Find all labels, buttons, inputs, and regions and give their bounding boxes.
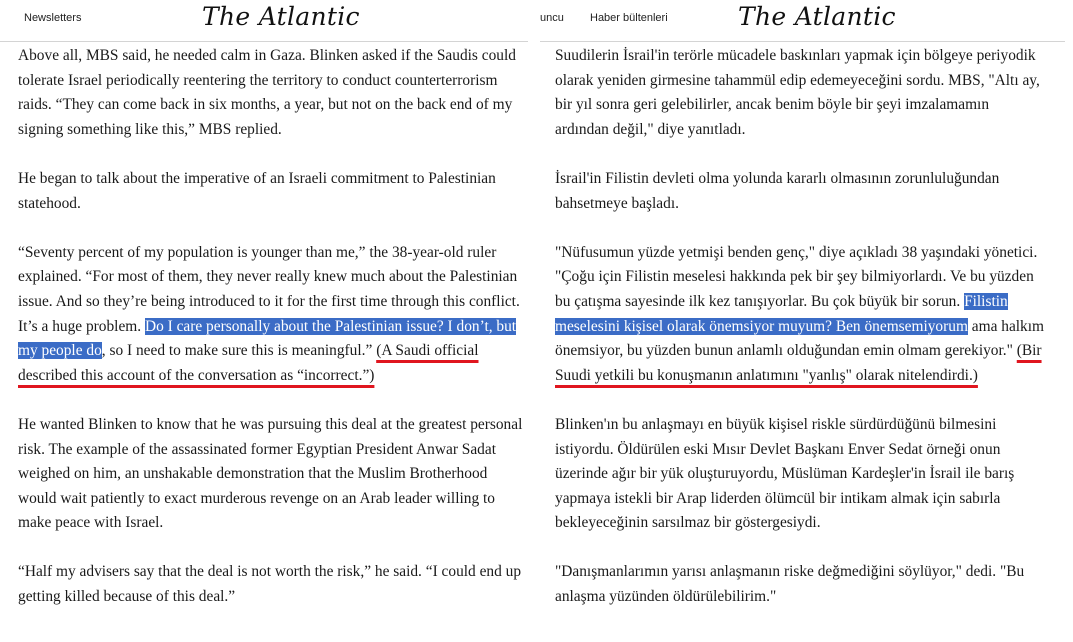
site-header — [540, 0, 1065, 42]
paragraph-3 — [555, 241, 1045, 389]
article-body — [555, 44, 1045, 634]
paragraph-1: Above all, MBS said, he needed calm in Gaza. Blinken asked if the Saudis could tolerate Israel periodically reentering the territory to conduct counterterrorism raids. “They can come back in six months, a year, but not on the back end of my signing something like this,” MBS replied. — [18, 47, 516, 138]
paragraph-2: İsrail'in Filistin devleti olma yolunda kararlı olmasının zorunluluğundan bahsetmeye başladı. — [555, 169, 1000, 212]
highlighted-quote: Do I care personally about the Palestinian issue? I don’t, but my people do — [18, 317, 517, 360]
newsletters-link[interactable]: Newsletters — [24, 12, 82, 24]
nav-link-partial[interactable]: uncu — [540, 12, 564, 24]
site-header — [0, 0, 528, 42]
underlined-official-statement: (Bir Suudi yetkili bu konuşmanın anlatımını "yanlış" olarak nitelendirdi.) — [555, 342, 1042, 384]
paragraph-1: Suudilerin İsrail'in terörle mücadele baskınları yapmak için bölgeye periyodik olarak yeniden girmesine tahammül edip edemeyeceğini sordu. MBS, "Altı ay, bir yıl sonra geri gelebilirler, ancak benim böyle bir şeyi imzalamamın ardından değil," diye yanıtladı. — [555, 47, 1040, 138]
paragraph-4: He wanted Blinken to know that he was pursuing this deal at the greatest personal risk. The example of the assassinated former Egyptian President Anwar Sadat weighed on him, an unshakable demonstration that the Muslim Brotherhood would wait patiently to exact murderous revenge on an Arab leader willing to make peace with Israel. — [18, 415, 523, 532]
paragraph-2: He began to talk about the imperative of an Israeli commitment to Palestinian statehood. — [18, 169, 496, 212]
paragraph-3-text: “Seventy percent of my population is younger than me,” the 38-year-old ruler explained. “For most of them, they never really knew much about the Palestinian issue. And so they’re being introduced to it for the first time through this conflict. It’s a huge problem. — [18, 243, 520, 335]
paragraph-3 — [18, 241, 523, 389]
newsletters-link[interactable]: Haber bültenleri — [590, 12, 668, 24]
article-body — [18, 44, 523, 634]
highlighted-quote: Filistin meselesini kişisel olarak önemsiyor muyum? Ben önemsemiyorum — [555, 292, 1008, 335]
site-logo[interactable]: The Atlantic — [738, 2, 896, 31]
paragraph-4: Blinken'ın bu anlaşmayı en büyük kişisel riskle sürdürdüğünü bilmesini istiyordu. Öldürülen eski Mısır Devlet Başkanı Enver Sedat örneği onun üzerinde ağır bir yük oluşturuyordu, Müslüman Kardeşler'in İsrail ile barış yapmaya istekli bir Arap liderden ölümcül bir intikam almak için sabırla bekleyeceğinin sarsılmaz bir göstergesiydi. — [555, 415, 1015, 532]
paragraph-3-text: "Nüfusumun yüzde yetmişi benden genç," diye açıkladı 38 yaşındaki yönetici. "Çoğu için Filistin meselesi hakkında pek bir şey bilmiyorlardı. Ve bu yüzden bu çatışma sayesinde ilk kez tanışıyorlar. Bu çok büyük bir sorun. — [555, 243, 1038, 310]
paragraph-5: “Half my advisers say that the deal is not worth the risk,” he said. “I could end up getting killed because of this deal.” — [18, 563, 522, 606]
paragraph-5: "Danışmanlarımın yarısı anlaşmanın riske değmediğini söylüyor," dedi. "Bu anlaşma yüzünden öldürülebilirim." — [555, 563, 1025, 606]
paragraph-3-text-continued: ama halkım önemsiyor, bu yüzden bunun anlamlı olduğundan emin olmam gerekiyor." — [555, 317, 1044, 360]
turkish-article-panel — [540, 0, 1073, 642]
paragraph-3-text-continued: , so I need to make sure this is meaningful.” — [101, 342, 377, 360]
underlined-official-statement: (A Saudi official described this account of the conversation as “incorrect.”) — [18, 342, 479, 384]
english-article-panel — [0, 0, 528, 642]
site-logo[interactable]: The Atlantic — [202, 2, 360, 31]
